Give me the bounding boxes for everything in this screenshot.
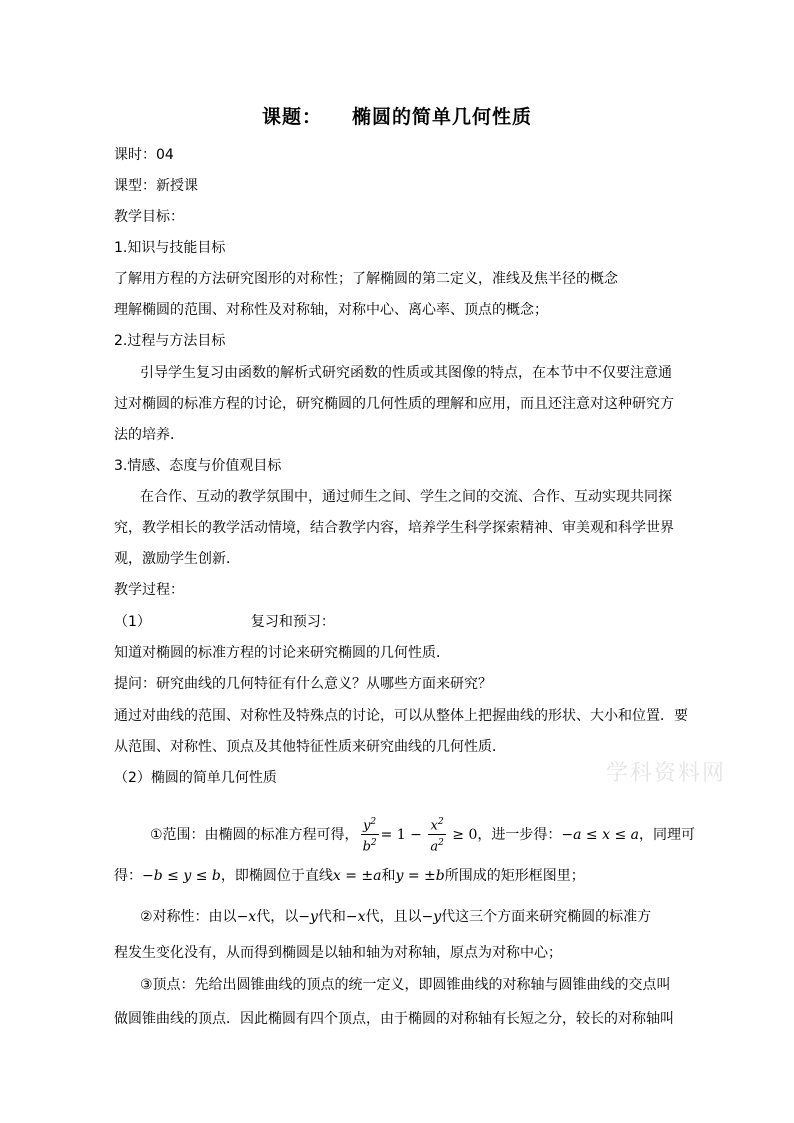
formula-fraction: $\frac{y^2}{b^2}$: [361, 814, 379, 856]
subheading-attitude: 3.情感、态度与价值观目标: [114, 458, 282, 474]
paragraph-line: 通过对曲线的范围、对称性及特殊点的讨论，可以从整体上把握曲线的形状、大小和位置．要: [114, 708, 688, 724]
section-heading-process: 教学过程：: [114, 582, 184, 598]
subheading-process: 2.过程与方法目标: [114, 333, 226, 349]
watermark: 学科资料网: [606, 761, 727, 786]
class-type: 课型：新授课: [114, 178, 198, 194]
class-hours: 课时：04: [114, 147, 174, 163]
paragraph-line: 引导学生复习由函数的解析式研究函数的性质或其图像的特点，在本节中不仅要注意通: [140, 365, 672, 381]
paragraph-line: 了解用方程的方法研究图形的对称性；了解椭圆的第二定义，准线及焦半径的概念: [114, 271, 618, 287]
paragraph-line: 法的培养．: [114, 427, 184, 443]
range-line: ①范围：由椭圆的标准方程可得， $\frac{y^2}{b^2}$ = 1 − $\frac{x^2}{a^2}$ ≥ 0，进一步得：−a ≤ x ≤ a，同理可: [150, 814, 730, 856]
paragraph-line: 在合作、互动的教学氛围中，通过师生之间、学生之间的交流、合作、互动实现共同探: [140, 489, 672, 505]
title-text: 椭圆的简单几何性质: [352, 106, 533, 128]
section-heading-goals: 教学目标：: [114, 209, 184, 225]
step-1-number: （1）: [114, 614, 151, 630]
paragraph-line: 过对椭圆的标准方程的讨论，研究椭圆的几何性质的理解和应用，而且还注意对这种研究方: [114, 396, 674, 412]
formula: x = ±a: [332, 868, 382, 884]
page-title: [0, 102, 794, 129]
formula: = 1 −: [380, 826, 427, 843]
formula-fraction: $\frac{x^2}{a^2}$: [428, 814, 446, 856]
step-2-heading: （2）椭圆的简单几何性质: [114, 770, 277, 786]
subheading-knowledge: 1.知识与技能目标: [114, 240, 226, 256]
paragraph-line: 从范围、对称性、顶点及其他特征性质来研究曲线的几何性质．: [114, 739, 506, 755]
title-label: 课题：: [261, 106, 322, 128]
paragraph-line: 程发生变化没有，从而得到椭圆是以轴和轴为对称轴，原点为对称中心；: [114, 945, 562, 961]
symmetry-line: ②对称性：由以−x代，以−y代和−x代，且以−y代这三个方面来研究椭圆的标准方: [140, 909, 652, 925]
paragraph-line: 观，激励学生创新．: [114, 551, 240, 567]
formula: −b ≤ y ≤ b: [142, 868, 221, 884]
paragraph-line: 知道对椭圆的标准方程的讨论来研究椭圆的几何性质．: [114, 645, 450, 661]
paragraph-line: ③顶点：先给出圆锥曲线的顶点的统一定义，即圆锥曲线的对称轴与圆锥曲线的交点叫: [140, 977, 671, 993]
paragraph-line: 提问：研究曲线的几何特征有什么意义？从哪些方面来研究？: [114, 676, 492, 692]
formula: y = ±b: [395, 868, 445, 884]
paragraph-line: 做圆锥曲线的顶点．因此椭圆有四个顶点，由于椭圆的对称轴有长短之分，较长的对称轴叫: [114, 1011, 674, 1027]
range-line-2: 得：−b ≤ y ≤ b，即椭圆位于直线x = ±a和y = ±b所围成的矩形框图里；: [114, 868, 585, 884]
step-1-heading: [114, 612, 694, 632]
paragraph-line: 究，教学相长的教学活动情境，结合教学内容，培养学生科学探索精神、审美观和科学世界: [114, 520, 674, 536]
paragraph-line: 理解椭圆的范围、对称性及对称轴，对称中心、离心率、顶点的概念；: [114, 302, 548, 318]
formula: −a ≤ x ≤ a: [561, 826, 639, 843]
step-1-label: 复习和预习：: [250, 614, 335, 630]
